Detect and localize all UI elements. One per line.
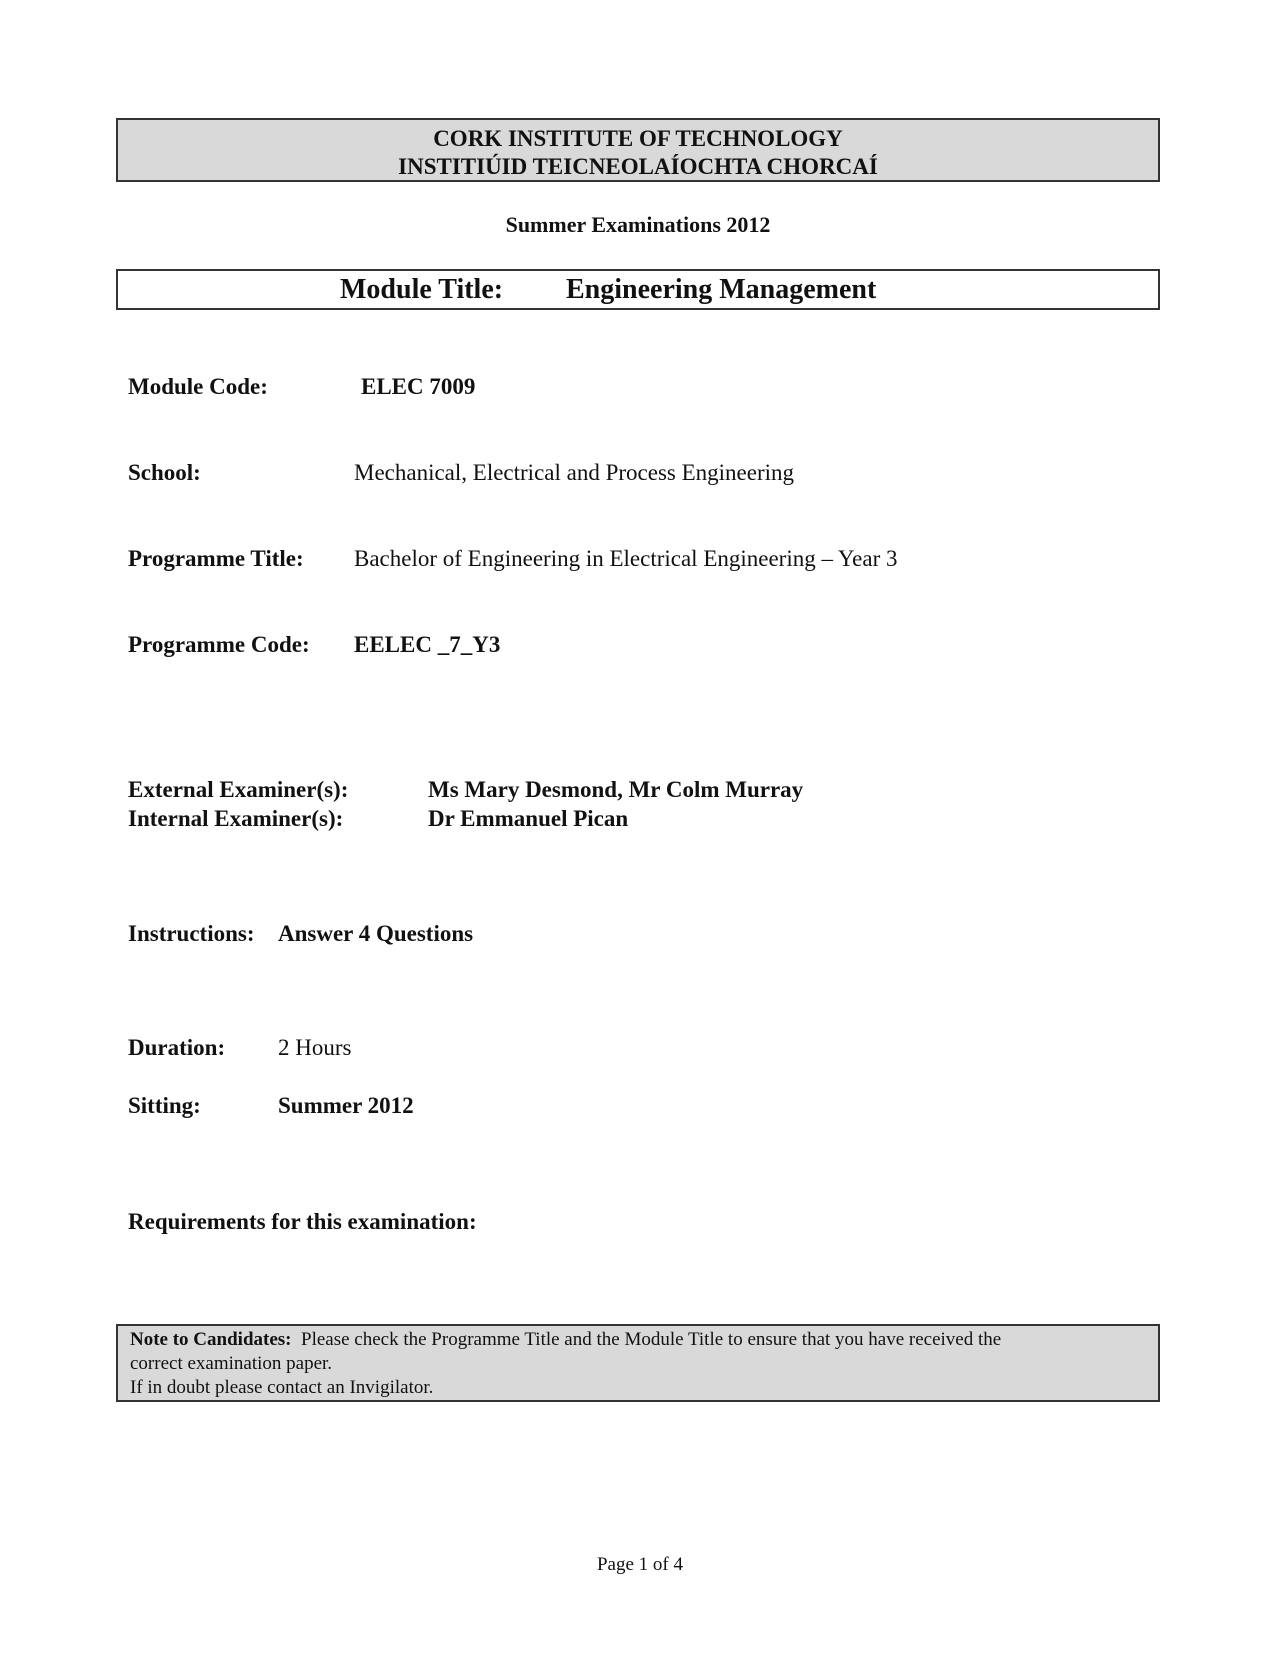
module-title-label: Module Title: [340, 274, 504, 305]
module-code-label: Module Code: [128, 374, 268, 399]
internal-examiners-value: Dr Emmanuel Pican [428, 806, 629, 831]
note-text-2: correct examination paper. [130, 1353, 333, 1374]
requirements-label: Requirements for this examination: [128, 1209, 477, 1234]
school-label: School: [128, 460, 201, 485]
sitting-label: Sitting: [128, 1093, 201, 1118]
external-examiners-label: External Examiner(s): [128, 777, 349, 802]
note-to-candidates-box [116, 1324, 1160, 1402]
note-label: Note to Candidates: [130, 1329, 292, 1350]
external-examiners-value: Ms Mary Desmond, Mr Colm Murray [428, 777, 804, 802]
programme-title-label: Programme Title: [128, 546, 304, 571]
module-code-value: ELEC 7009 [361, 374, 476, 399]
instructions-value: Answer 4 Questions [278, 921, 474, 946]
programme-title-value: Bachelor of Engineering in Electrical Engineering – Year 3 [354, 546, 898, 571]
duration-value: 2 Hours [278, 1035, 352, 1060]
note-line-1 [130, 1328, 1146, 1352]
exam-session-title: Summer Examinations 2012 [505, 212, 771, 237]
instructions-label: Instructions: [128, 921, 255, 946]
module-title-box [116, 269, 1160, 310]
note-text-3: If in doubt please contact an Invigilator. [130, 1377, 434, 1398]
institution-name-english: CORK INSTITUTE OF TECHNOLOGY [433, 126, 843, 151]
sitting-value: Summer 2012 [278, 1093, 414, 1118]
programme-code-value: EELEC _7_Y3 [354, 632, 501, 657]
school-value: Mechanical, Electrical and Process Engineering [354, 460, 795, 485]
duration-label: Duration: [128, 1035, 226, 1060]
institution-header [116, 118, 1160, 182]
institution-name-irish: INSTITIÚID TEICNEOLAÍOCHTA CHORCAÍ [398, 154, 878, 179]
note-text-1: Please check the Programme Title and the Module Title to ensure that you have received the [301, 1329, 1002, 1350]
internal-examiners-label: Internal Examiner(s): [128, 806, 344, 831]
module-title-value: Engineering Management [566, 274, 877, 305]
page-number: Page 1 of 4 [596, 1554, 683, 1575]
programme-code-label: Programme Code: [128, 632, 310, 657]
